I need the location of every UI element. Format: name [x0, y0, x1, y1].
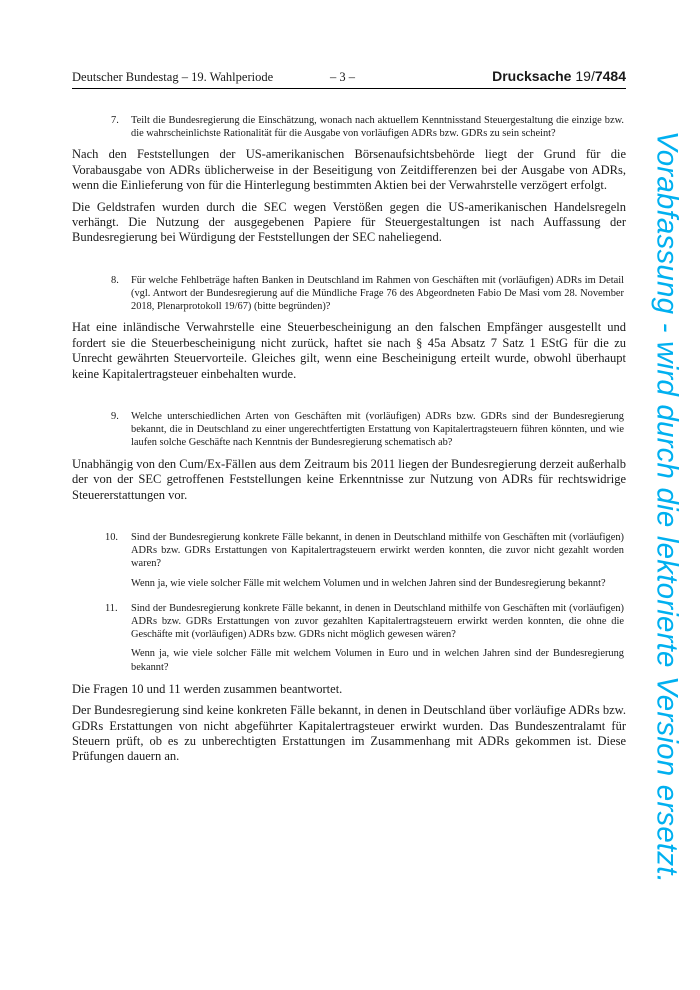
answer-intro: Die Fragen 10 und 11 werden zusammen beantwortet. [72, 681, 343, 696]
question-text: Welche unterschiedlichen Arten von Geschäften mit (vorläufigen) ADRs bzw. GDRs sind der Bundesregierung bekannt, die in Deutschland zu einer ungerechtfertigten Erstattung von Kapitalertragsteuern führen könnten, und wie laufen solche Geschäfte nach Kenntnis der Bundesregierung schematisch ab? [131, 411, 624, 449]
document-number-prefix: 19/ [575, 68, 595, 84]
document-number-label: Drucksache [492, 68, 572, 84]
question-7 [72, 114, 626, 140]
question-text: Sind der Bundesregierung konkrete Fälle bekannt, in denen in Deutschland mithilfe von Geschäften mit (vorläufigen) ADRs bzw. GDRs Erstattungen von zuvor gezahlten Kapitalertragsteuern erwirkt werden konnten, die ohne die Geschäfte mit (vorläufigen) ADRs bzw. GDRs nicht möglich gewesen wären? [131, 602, 624, 641]
header-parliament: Deutscher Bundestag – 19. Wahlperiode [72, 70, 274, 84]
question-11 [72, 602, 626, 674]
answer-paragraph: Unabhängig von den Cum/Ex-Fällen aus dem Zeitraum bis 2011 liegen der Bundesregierung derzeit außerhalb der von der SEC getroffenen Feststellungen keine Erkenntnisse zur Nutzung von ADRs für rechtswidrige Steuererstattungen vor. [72, 456, 626, 502]
question-number: 9. [111, 411, 119, 423]
question-number: 8. [111, 274, 119, 286]
question-followup: Wenn ja, wie viele solcher Fälle mit welchem Volumen in Euro und in welchen Jahren sind der Bundesregierung bekannt? [131, 648, 624, 673]
document-body [72, 114, 626, 765]
watermark [642, 110, 690, 905]
question-followup: Wenn ja, wie viele solcher Fälle mit welchem Volumen und in welchen Jahren sind der Bundesregierung bekannt? [131, 577, 606, 589]
header-rule [72, 88, 626, 89]
question-text: Teilt die Bundesregierung die Einschätzung, wonach nach aktuellem Kenntnisstand Steuergestaltung die einzige bzw. die wahrscheinlichste Rationalität für die Ausgabe von vorläufigen ADRs bzw. GDRs zu sein scheint? [131, 115, 624, 140]
question-text: Für welche Fehlbeträge haften Banken in Deutschland im Rahmen von Geschäften mit (vorläufigen) ADRs im Detail (vgl. Antwort der Bundesregierung auf die Mündliche Frage 76 des Abgeordneten Fabio De Masi vom 28. November 2018, Plenarprotokoll 19/67) (bitte begründen)? [131, 274, 624, 313]
page-number: – 3 – [330, 70, 355, 84]
page-header [72, 68, 626, 86]
document-number [492, 68, 626, 84]
answer-paragraph: Hat eine inländische Verwahrstelle eine Steuerbescheinigung an den falschen Empfänger ausgestellt und fordert sie die Steuerbescheinigung nicht zurück, haftet sie nach § 45a Absatz 7 Satz 1 EStG für die zu Unrecht gewährten Steuervorteile. Gleiches gilt, wenn eine Bescheinigung erteilt wurde, obwohl überhaupt keine Kapitalertragsteuer einbehalten wurde. [72, 320, 626, 381]
answer-paragraph: Der Bundesregierung sind keine konkreten Fälle bekannt, in denen in Deutschland über vorläufige ADRs bzw. GDRs Erstattungen von nicht abgeführter Kapitalertragsteuer erwirkt wurden. Das Bundeszentralamt für Steuern prüft, ob es zu unberechtigten Erstattungen im Zusammenhang mit ADRs gekommen ist. Diese Prüfungen dauern an. [72, 703, 626, 764]
answer-paragraph: Die Geldstrafen wurden durch die SEC wegen Verstößen gegen die US-amerikanischen Handelsregeln verhängt. Die Nutzung der ausgegebenen Papiere für Steuergestaltungen ist nach Auffassung der Bundesregierung bei Würdigung der Feststellungen der SEC naheliegend. [72, 199, 626, 245]
question-10 [72, 531, 626, 590]
question-number: 7. [111, 115, 119, 126]
question-number: 11. [105, 602, 118, 614]
document-number-value: 7484 [594, 68, 626, 84]
question-9 [72, 410, 626, 450]
watermark-text: Vorabfassung - wird durch die lektorierte Version ersetzt. [650, 130, 684, 884]
question-number: 10. [105, 531, 118, 543]
answer-paragraph: Nach den Feststellungen der US-amerikanischen Börsenaufsichtsbehörde liegt der Grund für die Vorabausgabe von ADRs üblicherweise in der Beseitigung von Zeitdifferenzen bei der Ausgabe von ADRs, wenn die Einlieferung von für die Hinterlegung bestimmten Aktien bei der Verwahrstelle verzögert erfolgt. [72, 147, 626, 193]
question-text: Sind der Bundesregierung konkrete Fälle bekannt, in denen in Deutschland mithilfe von Geschäften mit (vorläufigen) ADRs bzw. GDRs Erstattungen von Kapitalertragsteuern erwirkt werden konnten, die zuvor nicht gezahlt worden waren? [131, 531, 624, 570]
question-8 [72, 274, 626, 314]
